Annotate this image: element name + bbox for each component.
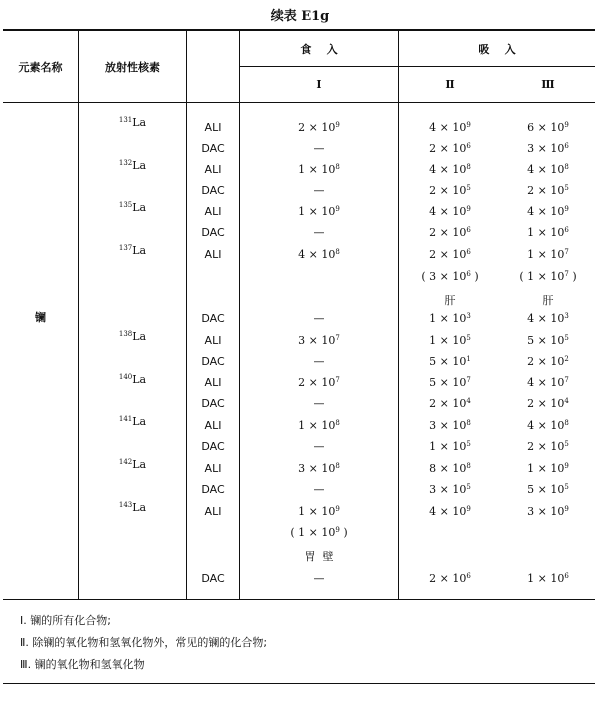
mantissa: 1 bbox=[527, 462, 535, 475]
value-cell-i bbox=[240, 184, 398, 197]
mantissa: 1 bbox=[527, 572, 535, 585]
value-cell-iii: $3 \times 10^9$ bbox=[527, 505, 569, 518]
value-cell-iii: $2 \times 10^2$ bbox=[527, 355, 569, 368]
value-cell-ii bbox=[399, 292, 501, 308]
mantissa: 4 bbox=[527, 205, 535, 218]
value-cell-ii: ( $3 \times 10^6$ ) bbox=[421, 270, 479, 283]
exponent: 6 bbox=[564, 142, 569, 150]
value-cell-ii: $4 \times 10^8$ bbox=[429, 163, 471, 176]
value-cell-ii: $1 \times 10^5$ bbox=[429, 440, 471, 453]
header-element: 元素名称 bbox=[18, 61, 63, 74]
value-cell-i: $1 \times 10^9$ bbox=[298, 205, 340, 218]
table-bottom-rule bbox=[3, 599, 595, 600]
exponent: 7 bbox=[564, 376, 569, 384]
value-cell-iii: $2 \times 10^5$ bbox=[527, 184, 569, 197]
exponent: 6 bbox=[564, 572, 569, 580]
mantissa: 3 bbox=[429, 483, 437, 496]
value-cell-i: $1 \times 10^9$ bbox=[298, 505, 340, 518]
notes-bottom-rule bbox=[3, 683, 595, 684]
value-cell-i bbox=[240, 226, 398, 239]
value-cell-iii: $2 \times 10^5$ bbox=[527, 440, 569, 453]
mantissa: 5 bbox=[527, 334, 535, 347]
mantissa: 1 bbox=[298, 163, 306, 176]
exponent: 8 bbox=[466, 163, 471, 171]
mantissa: 4 bbox=[527, 163, 535, 176]
header-inhalation: 吸 入 bbox=[478, 43, 516, 56]
mantissa: 4 bbox=[429, 205, 437, 218]
nuclide-symbol: La bbox=[132, 458, 147, 471]
mantissa: 2 bbox=[429, 572, 437, 585]
exponent: 8 bbox=[466, 419, 471, 427]
header-col-i: Ⅰ bbox=[316, 78, 322, 91]
exponent: 9 bbox=[335, 121, 340, 129]
value-cell-ii: $3 \times 10^8$ bbox=[429, 419, 471, 432]
value-cell-ii: $1 \times 10^5$ bbox=[429, 334, 471, 347]
limit-type: DAC bbox=[201, 142, 225, 155]
nuclide-label bbox=[79, 244, 186, 257]
nuclide-symbol: La bbox=[132, 116, 147, 129]
nuclide-symbol: La bbox=[132, 415, 147, 428]
limit-type: DAC bbox=[201, 184, 225, 197]
dash: — bbox=[313, 142, 325, 155]
value-cell-iii: $4 \times 10^7$ bbox=[527, 376, 569, 389]
limit-type: ALI bbox=[204, 248, 222, 261]
dash: — bbox=[313, 184, 325, 197]
mantissa: 4 bbox=[527, 419, 535, 432]
value-cell-iii: $5 \times 10^5$ bbox=[527, 334, 569, 347]
nuclide-label bbox=[79, 159, 186, 172]
value-cell-i: $2 \times 10^7$ bbox=[298, 376, 340, 389]
organ-label: 肝 bbox=[542, 294, 554, 307]
mantissa: 3 bbox=[298, 334, 306, 347]
value-cell-iii: $4 \times 10^9$ bbox=[527, 205, 569, 218]
table-title: 续表 E1g bbox=[270, 9, 330, 24]
exponent: 9 bbox=[564, 462, 569, 470]
mantissa: 1 bbox=[429, 334, 437, 347]
mantissa: 2 bbox=[429, 397, 437, 410]
exponent: 143 bbox=[118, 501, 133, 509]
value-cell-ii: $5 \times 10^1$ bbox=[429, 355, 471, 368]
value-cell-ii: $2 \times 10^6$ bbox=[429, 572, 471, 585]
exponent: 141 bbox=[118, 415, 133, 423]
mantissa: 2 bbox=[527, 184, 535, 197]
limit-type: ALI bbox=[204, 334, 222, 347]
exponent: 132 bbox=[118, 159, 133, 167]
limit-type: ALI bbox=[204, 121, 222, 134]
mantissa: 2 bbox=[429, 142, 437, 155]
limit-type: DAC bbox=[201, 355, 225, 368]
value-cell-iii bbox=[501, 292, 595, 308]
value-cell-iii: $6 \times 10^9$ bbox=[527, 121, 569, 134]
exponent: 131 bbox=[118, 116, 133, 124]
exponent: 5 bbox=[564, 483, 569, 491]
exponent: 7 bbox=[466, 376, 471, 384]
exponent: 6 bbox=[564, 226, 569, 234]
exponent: 9 bbox=[564, 121, 569, 129]
value-cell-i: $1 \times 10^8$ bbox=[298, 163, 340, 176]
header-bottom-rule bbox=[3, 102, 595, 103]
value-cell-ii: $4 \times 10^9$ bbox=[429, 505, 471, 518]
table-top-rule bbox=[3, 29, 595, 31]
exponent: 5 bbox=[466, 440, 471, 448]
exponent: 6 bbox=[466, 248, 471, 256]
exponent: 5 bbox=[564, 184, 569, 192]
mantissa: 2 bbox=[527, 355, 535, 368]
exponent: 6 bbox=[466, 572, 471, 580]
exponent: 4 bbox=[564, 397, 569, 405]
exponent: 9 bbox=[466, 205, 471, 213]
limit-type: ALI bbox=[204, 205, 222, 218]
limit-type: ALI bbox=[204, 163, 222, 176]
exponent: 142 bbox=[118, 458, 133, 466]
exponent: 1 bbox=[466, 355, 471, 363]
exponent: 5 bbox=[466, 184, 471, 192]
organ-label: 胃 壁 bbox=[304, 550, 334, 563]
exponent: 5 bbox=[466, 483, 471, 491]
value-cell-i: $4 \times 10^8$ bbox=[298, 248, 340, 261]
nuclide-label bbox=[79, 373, 186, 386]
mantissa: 1 bbox=[527, 226, 535, 239]
mantissa: 6 bbox=[527, 121, 535, 134]
value-cell-iii: $3 \times 10^6$ bbox=[527, 142, 569, 155]
exponent: 137 bbox=[118, 244, 133, 252]
value-cell-iii: ( $1 \times 10^7$ ) bbox=[519, 270, 577, 283]
exponent: 8 bbox=[335, 462, 340, 470]
header-col-ii: Ⅱ bbox=[445, 78, 455, 91]
mantissa: 4 bbox=[429, 505, 437, 518]
nuclide-symbol: La bbox=[132, 201, 147, 214]
exponent: 6 bbox=[466, 270, 471, 278]
exponent: 8 bbox=[335, 419, 340, 427]
exponent: 5 bbox=[564, 440, 569, 448]
value-cell-i: $1 \times 10^8$ bbox=[298, 419, 340, 432]
value-cell-i: ( $1 \times 10^9$ ) bbox=[290, 526, 348, 539]
value-cell-iii: $1 \times 10^7$ bbox=[527, 248, 569, 261]
nuclide-label bbox=[79, 330, 186, 343]
header-col-iii: Ⅲ bbox=[541, 78, 555, 91]
mantissa: 2 bbox=[527, 440, 535, 453]
exponent: 8 bbox=[466, 462, 471, 470]
mantissa: 1 bbox=[298, 505, 306, 518]
header-sub-rule bbox=[239, 66, 595, 67]
exponent: 9 bbox=[335, 205, 340, 213]
mantissa: 2 bbox=[298, 376, 306, 389]
mantissa: 1 bbox=[429, 440, 437, 453]
dash: — bbox=[313, 397, 325, 410]
exponent: 9 bbox=[335, 505, 340, 513]
organ-label: 肝 bbox=[444, 294, 456, 307]
mantissa: 1 bbox=[298, 419, 306, 432]
nuclide-symbol: La bbox=[132, 330, 147, 343]
value-cell-ii: $1 \times 10^3$ bbox=[429, 312, 471, 325]
limit-type: DAC bbox=[201, 483, 225, 496]
limit-type: DAC bbox=[201, 440, 225, 453]
mantissa: 4 bbox=[298, 248, 306, 261]
dash: — bbox=[313, 440, 325, 453]
value-cell-i bbox=[240, 572, 398, 585]
value-cell-ii: $5 \times 10^7$ bbox=[429, 376, 471, 389]
limit-type: DAC bbox=[201, 312, 225, 325]
mantissa: 3 bbox=[429, 270, 437, 283]
limit-type: ALI bbox=[204, 376, 222, 389]
value-cell-iii: $2 \times 10^4$ bbox=[527, 397, 569, 410]
mantissa: 2 bbox=[298, 121, 306, 134]
exponent: 9 bbox=[335, 526, 340, 534]
exponent: 9 bbox=[564, 505, 569, 513]
nuclide-label bbox=[79, 201, 186, 214]
exponent: 3 bbox=[466, 312, 471, 320]
nuclide-symbol: La bbox=[132, 159, 147, 172]
value-cell-i: $3 \times 10^8$ bbox=[298, 462, 340, 475]
exponent: 6 bbox=[466, 226, 471, 234]
nuclide-label bbox=[79, 116, 186, 129]
value-cell-ii: $2 \times 10^6$ bbox=[429, 142, 471, 155]
exponent: 3 bbox=[564, 312, 569, 320]
exponent: 8 bbox=[335, 163, 340, 171]
value-cell-i: $3 \times 10^7$ bbox=[298, 334, 340, 347]
note-3: Ⅲ. 镧的氧化物和氢氧化物 bbox=[20, 658, 145, 671]
mantissa: 3 bbox=[527, 505, 535, 518]
limit-type: DAC bbox=[201, 397, 225, 410]
value-cell-ii: $4 \times 10^9$ bbox=[429, 121, 471, 134]
mantissa: 2 bbox=[527, 397, 535, 410]
nuclide-symbol: La bbox=[132, 244, 147, 257]
value-cell-i bbox=[240, 548, 398, 564]
exponent: 4 bbox=[466, 397, 471, 405]
nuclide-label bbox=[79, 415, 186, 428]
mantissa: 1 bbox=[298, 526, 306, 539]
exponent: 138 bbox=[118, 330, 133, 338]
value-cell-ii: $2 \times 10^5$ bbox=[429, 184, 471, 197]
exponent: 9 bbox=[564, 205, 569, 213]
value-cell-iii: $1 \times 10^6$ bbox=[527, 226, 569, 239]
mantissa: 4 bbox=[527, 312, 535, 325]
mantissa: 4 bbox=[429, 163, 437, 176]
exponent: 2 bbox=[564, 355, 569, 363]
value-cell-iii: $4 \times 10^8$ bbox=[527, 163, 569, 176]
exponent: 9 bbox=[466, 505, 471, 513]
value-cell-i bbox=[240, 142, 398, 155]
value-cell-ii: $4 \times 10^9$ bbox=[429, 205, 471, 218]
value-cell-ii: $3 \times 10^5$ bbox=[429, 483, 471, 496]
value-cell-ii: $8 \times 10^8$ bbox=[429, 462, 471, 475]
nuclide-symbol: La bbox=[132, 373, 147, 386]
exponent: 140 bbox=[118, 373, 133, 381]
value-cell-i bbox=[240, 355, 398, 368]
exponent: 7 bbox=[335, 376, 340, 384]
value-cell-iii: $5 \times 10^5$ bbox=[527, 483, 569, 496]
limit-type: ALI bbox=[204, 505, 222, 518]
dash: — bbox=[313, 355, 325, 368]
value-cell-iii: $1 \times 10^9$ bbox=[527, 462, 569, 475]
exponent: 7 bbox=[564, 270, 569, 278]
mantissa: 3 bbox=[298, 462, 306, 475]
dash: — bbox=[313, 226, 325, 239]
exponent: 5 bbox=[466, 334, 471, 342]
mantissa: 3 bbox=[527, 142, 535, 155]
exponent: 9 bbox=[466, 121, 471, 129]
limit-type: DAC bbox=[201, 226, 225, 239]
limit-type: ALI bbox=[204, 462, 222, 475]
exponent: 8 bbox=[335, 248, 340, 256]
value-cell-iii: $4 \times 10^8$ bbox=[527, 419, 569, 432]
mantissa: 1 bbox=[527, 248, 535, 261]
mantissa: 4 bbox=[429, 121, 437, 134]
mantissa: 2 bbox=[429, 226, 437, 239]
exponent: 135 bbox=[118, 201, 133, 209]
mantissa: 3 bbox=[429, 419, 437, 432]
mantissa: 5 bbox=[527, 483, 535, 496]
mantissa: 5 bbox=[429, 376, 437, 389]
exponent: 5 bbox=[564, 334, 569, 342]
limit-type: ALI bbox=[204, 419, 222, 432]
value-cell-iii: $1 \times 10^6$ bbox=[527, 572, 569, 585]
limit-type: DAC bbox=[201, 572, 225, 585]
note-2: Ⅱ. 除镧的氧化物和氢氧化物外，常见的镧的化合物; bbox=[20, 636, 268, 649]
mantissa: 5 bbox=[429, 355, 437, 368]
value-cell-i bbox=[240, 483, 398, 496]
value-cell-ii: $2 \times 10^6$ bbox=[429, 248, 471, 261]
mantissa: 1 bbox=[298, 205, 306, 218]
nuclide-label bbox=[79, 501, 186, 514]
value-cell-i: $2 \times 10^9$ bbox=[298, 121, 340, 134]
dash: — bbox=[313, 312, 325, 325]
mantissa: 1 bbox=[429, 312, 437, 325]
mantissa: 4 bbox=[527, 376, 535, 389]
header-nuclide: 放射性核素 bbox=[105, 61, 160, 74]
nuclide-label bbox=[79, 458, 186, 471]
exponent: 8 bbox=[564, 419, 569, 427]
mantissa: 1 bbox=[527, 270, 535, 283]
dash: — bbox=[313, 572, 325, 585]
note-1: Ⅰ. 镧的所有化合物; bbox=[20, 614, 111, 627]
value-cell-iii: $4 \times 10^3$ bbox=[527, 312, 569, 325]
exponent: 7 bbox=[564, 248, 569, 256]
value-cell-ii: $2 \times 10^4$ bbox=[429, 397, 471, 410]
exponent: 6 bbox=[466, 142, 471, 150]
dash: — bbox=[313, 483, 325, 496]
value-cell-i bbox=[240, 312, 398, 325]
value-cell-i bbox=[240, 397, 398, 410]
header-ingestion: 食 入 bbox=[300, 43, 338, 56]
mantissa: 2 bbox=[429, 184, 437, 197]
value-cell-ii: $2 \times 10^6$ bbox=[429, 226, 471, 239]
nuclide-symbol: La bbox=[132, 501, 147, 514]
exponent: 8 bbox=[564, 163, 569, 171]
value-cell-i bbox=[240, 440, 398, 453]
exponent: 7 bbox=[335, 334, 340, 342]
mantissa: 2 bbox=[429, 248, 437, 261]
element-name: 镧 bbox=[35, 311, 46, 324]
mantissa: 8 bbox=[429, 462, 437, 475]
